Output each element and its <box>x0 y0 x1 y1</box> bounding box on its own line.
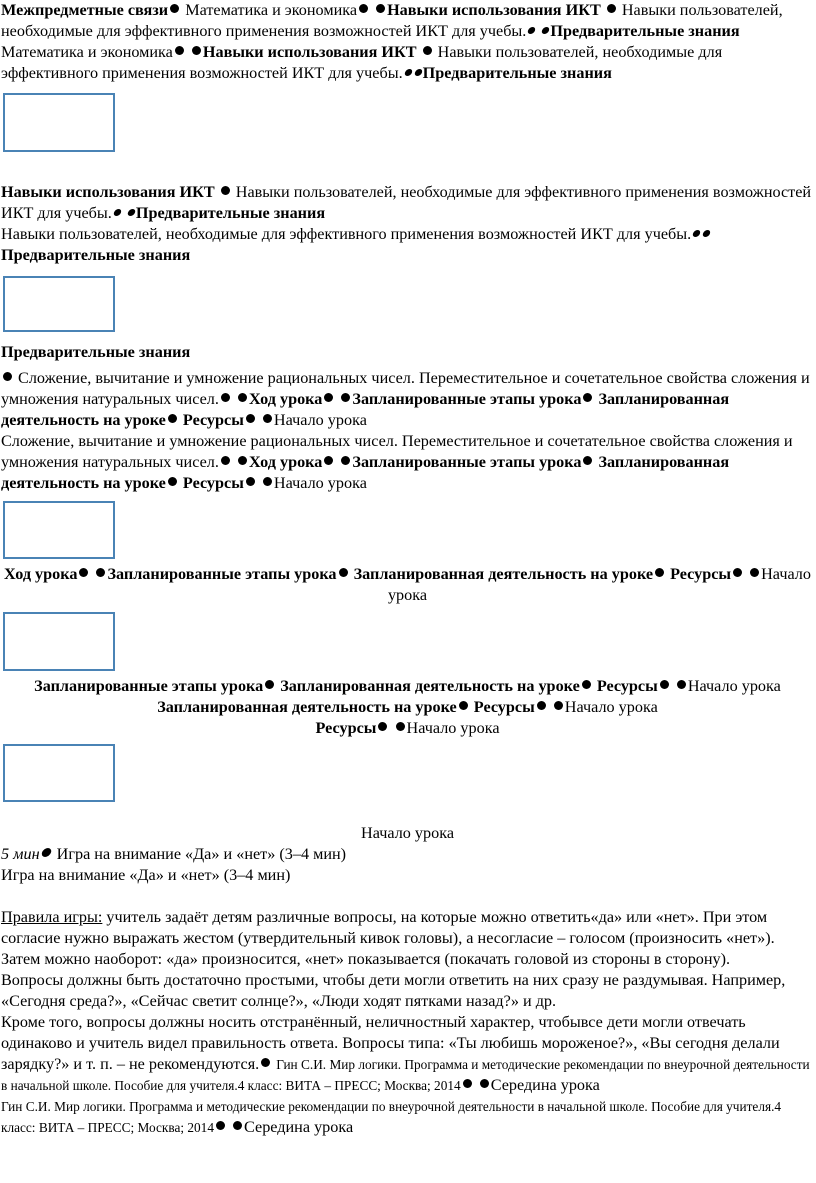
text-prior: Сложение, вычитание и умножение рациональных чисел. Переместительное и сочетательное свойства сложения и умножения натуральных чисел. <box>1 432 793 471</box>
paragraph-ikt <box>0 182 816 224</box>
text-lesson-middle: Середина урока <box>490 1076 600 1094</box>
bullet-icon <box>175 46 184 55</box>
bullet-icon <box>265 680 274 689</box>
bullet-icon <box>233 1121 242 1130</box>
paragraph-resources <box>0 718 816 739</box>
bullet-icon <box>655 568 664 577</box>
heading-planned-activity: Запланированная деятельность на уроке <box>353 565 654 583</box>
bullet-icon <box>339 568 348 577</box>
empty-frame <box>3 276 115 332</box>
bullet-icon <box>750 568 759 577</box>
bullet-icon <box>423 46 432 55</box>
empty-frame <box>3 93 115 152</box>
heading-planned-stages: Запланированные этапы урока <box>352 390 582 408</box>
bullet-icon <box>582 680 591 689</box>
paragraph-mezhpredmet <box>0 0 816 42</box>
text-lesson-start: Начало урока <box>687 677 781 695</box>
empty-frame <box>3 744 115 802</box>
bullet-icon <box>404 69 413 76</box>
bullet-icon <box>261 1058 270 1067</box>
bullet-icon <box>221 186 230 195</box>
bullet-icon <box>463 1079 472 1088</box>
bullet-icon <box>127 209 136 216</box>
paragraph-rules <box>0 907 816 970</box>
paragraph-duration-game <box>0 844 816 865</box>
bullet-icon <box>414 69 423 76</box>
bullet-icon <box>527 27 536 34</box>
empty-frame <box>3 612 115 671</box>
paragraph-planned-activity <box>0 697 816 718</box>
bullet-icon <box>263 477 272 486</box>
bullet-icon <box>168 477 177 486</box>
paragraph-questions-nature <box>0 1012 816 1096</box>
text-rules: учитель задаёт детям различные вопросы, на которые можно ответить«да» или «нет». При этом согласие нужно выражать жестом (утвердительный кивок головы), а несогласие – голосом (произносить «нет»). Затем можно наоборот: «да» произносится, «нет» показывается (покачать головой из стороны в сторону). <box>1 908 775 968</box>
bullet-icon <box>341 456 350 465</box>
text-lesson-start: Начало урока <box>564 698 658 716</box>
text-ikt: Навыки пользователей, необходимые для эффективного применения возможностей ИКТ для учебы. <box>1 43 723 82</box>
heading-resources: Ресурсы <box>670 565 732 583</box>
text-citation: Гин С.И. Мир логики. Программа и методические рекомендации по внеурочной деятельности в начальной школе. Пособие для учителя.4 класс: ВИТА – ПРЕСС; Москва; 2014 <box>1 1057 810 1093</box>
bullet-icon <box>221 456 230 465</box>
heading-resources: Ресурсы <box>182 411 244 429</box>
bullet-icon <box>607 4 616 13</box>
bullet-icon <box>246 477 255 486</box>
heading-ikt: Навыки использования ИКТ <box>1 183 215 201</box>
heading-lesson-flow: Ход урока <box>248 390 323 408</box>
bullet-icon <box>3 372 12 381</box>
text-ikt: Навыки пользователей, необходимые для эффективного применения возможностей ИКТ для учебы. <box>1 225 692 243</box>
text-lesson-start: Начало урока <box>273 474 367 492</box>
bullet-icon <box>96 568 105 577</box>
heading-resources: Ресурсы <box>596 677 658 695</box>
bullet-icon <box>221 393 230 402</box>
heading-prior: Предварительные знания <box>135 204 326 222</box>
heading-planned-activity: Запланированная деятельность на уроке <box>1 453 730 492</box>
text-rules: Кроме того, вопросы должны носить отстранённый, неличностный характер, чтобывсе дети могли отвечать одинаково и учитель видел правильность ответа. Вопросы типа: «Ты любишь мороженое?», «Вы сегодня делали зарядку?» и т. п. – не рекомендуются. <box>1 1013 780 1073</box>
text-prior: Сложение, вычитание и умножение рациональных чисел. Переместительное и сочетательное свойства сложения и умножения натуральных чисел. <box>1 369 810 408</box>
heading-resources: Ресурсы <box>315 719 377 737</box>
text-math-econ: Математика и экономика <box>185 1 358 19</box>
text-math-econ: Математика и экономика <box>1 43 173 61</box>
heading-prior: Предварительные знания <box>1 343 191 361</box>
bullet-icon <box>359 4 368 13</box>
bullet-icon <box>459 701 468 710</box>
text-lesson-start: Начало урока <box>406 719 500 737</box>
bullet-icon <box>168 414 177 423</box>
bullet-icon <box>537 701 546 710</box>
text-lesson-middle: Середина урока <box>244 1118 354 1136</box>
paragraph-prior-text <box>0 368 816 431</box>
heading-planned-activity: Запланированная деятельность на уроке <box>280 677 580 695</box>
bullet-icon <box>263 414 272 423</box>
text-game: Игра на внимание «Да» и «нет» (3–4 мин) <box>1 866 291 884</box>
heading-mezhpredmet: Межпредметные связи <box>1 1 169 19</box>
label-rules: Правила игры: <box>1 908 103 926</box>
empty-frame <box>3 501 115 559</box>
text-duration: 5 мин <box>1 845 40 863</box>
heading-planned-stages: Запланированные этапы урока <box>107 565 337 583</box>
paragraph-lesson-flow <box>0 564 816 606</box>
heading-resources: Ресурсы <box>473 698 535 716</box>
text-ikt: Навыки пользователей, необходимые для эффективного применения возможностей ИКТ для учебы. <box>1 183 812 222</box>
bullet-icon <box>677 680 686 689</box>
heading-lesson-flow: Ход урока <box>248 453 323 471</box>
bullet-icon <box>733 568 742 577</box>
bullet-icon <box>396 722 405 731</box>
bullet-icon <box>376 4 385 13</box>
text-citation: Гин С.И. Мир логики. Программа и методические рекомендации по внеурочной деятельности в начальной школе. Пособие для учителя.4 класс: ВИТА – ПРЕСС; Москва; 2014 <box>1 1099 782 1135</box>
text-lesson-start: Начало урока <box>387 565 811 604</box>
bullet-icon <box>40 848 52 857</box>
bullet-icon <box>238 393 247 402</box>
bullet-icon <box>79 568 88 577</box>
heading-prior: Предварительные знания <box>422 64 612 82</box>
paragraph-planned-stages <box>0 676 816 697</box>
text-lesson-start: Начало урока <box>361 824 454 842</box>
bullet-icon <box>341 393 350 402</box>
heading-planned-stages: Запланированные этапы урока <box>34 677 264 695</box>
heading-prior: Предварительные знания <box>550 22 740 40</box>
bullet-icon <box>113 209 122 216</box>
heading-resources: Ресурсы <box>182 474 244 492</box>
paragraph-math-econ <box>0 42 816 84</box>
bullet-icon <box>170 4 179 13</box>
bullet-icon <box>378 722 387 731</box>
bullet-icon <box>583 456 592 465</box>
bullet-icon <box>480 1079 489 1088</box>
bullet-icon <box>692 230 701 237</box>
paragraph-citation <box>0 1096 816 1138</box>
bullet-icon <box>238 456 247 465</box>
text-ikt: Навыки пользователей, необходимые для эффективного применения возможностей ИКТ для учебы. <box>1 1 783 40</box>
text-lesson-start: Начало урока <box>273 411 367 429</box>
heading-ikt: Навыки использования ИКТ <box>387 1 601 19</box>
paragraph-game <box>0 865 816 886</box>
bullet-icon <box>702 230 711 237</box>
bullet-icon <box>554 701 563 710</box>
paragraph-questions <box>0 970 816 1012</box>
text-game: Игра на внимание «Да» и «нет» (3–4 мин) <box>56 845 347 863</box>
text-rules: Вопросы должны быть достаточно простыми, чтобы дети могли ответить на них сразу не раздумывая. Например, «Сегодня среда?», «Сейчас светит солнце?», «Люди ходят пятками назад?» и др. <box>1 971 786 1010</box>
heading-planned-stages: Запланированные этапы урока <box>352 453 582 471</box>
bullet-icon <box>192 46 201 55</box>
bullet-icon <box>246 414 255 423</box>
bullet-icon <box>324 393 333 402</box>
paragraph-lesson-start <box>0 823 816 844</box>
bullet-icon <box>216 1121 225 1130</box>
paragraph-prior-text <box>0 431 816 494</box>
bullet-icon <box>660 680 669 689</box>
heading-prior: Предварительные знания <box>1 246 191 264</box>
bullet-icon <box>583 393 592 402</box>
heading-lesson-flow: Ход урока <box>4 565 78 583</box>
heading-planned-activity: Запланированная деятельность на уроке <box>157 698 457 716</box>
paragraph-prior <box>0 342 816 363</box>
bullet-icon <box>324 456 333 465</box>
paragraph-ikt-text <box>0 224 816 266</box>
heading-ikt: Навыки использования ИКТ <box>202 43 417 61</box>
heading-planned-activity: Запланированная деятельность на уроке <box>1 390 730 429</box>
